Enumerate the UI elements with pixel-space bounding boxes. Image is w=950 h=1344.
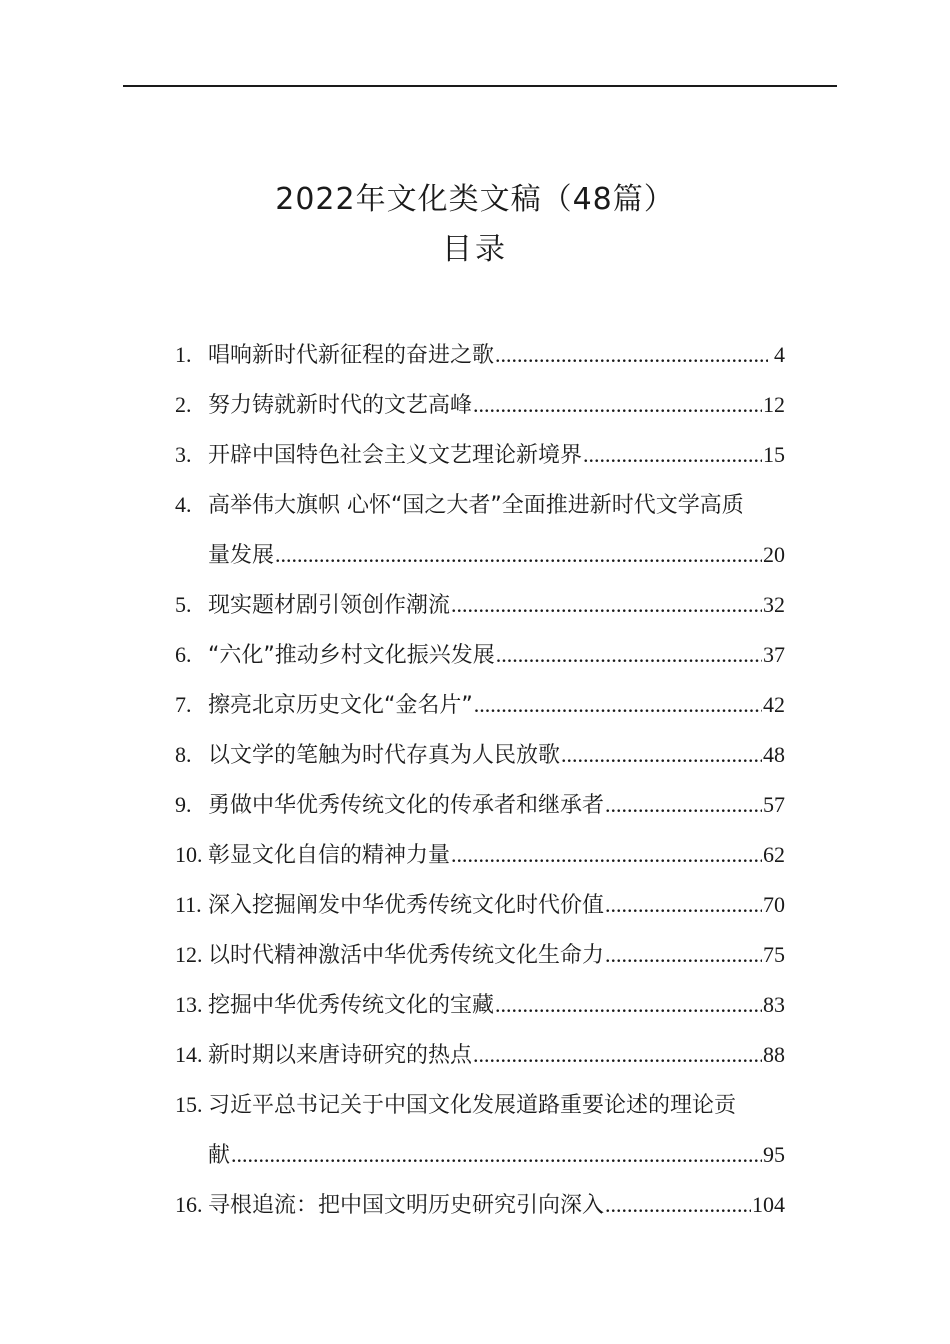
toc-entry-number: 4.: [175, 492, 192, 517]
toc-entry-number: 16.: [175, 1192, 203, 1217]
toc-entry-number: 13.: [175, 992, 203, 1017]
table-of-contents: [175, 330, 835, 1230]
toc-entry-title[interactable]: 唱响新时代新征程的奋进之歌: [208, 343, 495, 368]
toc-entry-title[interactable]: 以时代精神激活中华优秀传统文化生命力: [208, 943, 605, 968]
toc-entry-number: 5.: [175, 592, 192, 617]
toc-entry-title[interactable]: 努力铸就新时代的文艺高峰: [208, 393, 473, 418]
leader-dots: [474, 680, 762, 730]
leader-dots: [451, 580, 762, 630]
toc-entry-10[interactable]: [175, 830, 835, 880]
toc-entry-number: 6.: [175, 642, 192, 667]
toc-entry-title[interactable]: 新时期以来唐诗研究的热点: [208, 1043, 473, 1068]
toc-entry-number: 11.: [175, 892, 202, 917]
toc-entry-page: 95: [763, 1142, 785, 1167]
toc-entry-13[interactable]: [175, 980, 835, 1030]
toc-entry-page: 42: [763, 692, 785, 717]
toc-entry-title[interactable]: 以文学的笔触为时代存真为人民放歌: [208, 743, 561, 768]
toc-entry-7[interactable]: [175, 680, 835, 730]
toc-entry-page: 83: [763, 992, 785, 1017]
leader-dots: [231, 1130, 762, 1180]
leader-dots: [496, 630, 762, 680]
toc-entry-2[interactable]: [175, 380, 835, 430]
toc-entry-number: 9.: [175, 792, 192, 817]
leader-dots: [605, 1180, 751, 1230]
toc-entry-title[interactable]: 勇做中华优秀传统文化的传承者和继承者: [208, 793, 605, 818]
toc-entry-number: 2.: [175, 392, 192, 417]
leader-dots: [605, 780, 762, 830]
header-rule: [123, 85, 837, 87]
toc-entry-number: 7.: [175, 692, 192, 717]
leader-dots: [473, 1030, 762, 1080]
toc-entry-3[interactable]: [175, 430, 835, 480]
toc-entry-page: 12: [763, 392, 785, 417]
toc-entry-page: 75: [763, 942, 785, 967]
toc-entry-page: 37: [763, 642, 785, 667]
leader-dots: [561, 730, 762, 780]
toc-entry-number: 8.: [175, 742, 192, 767]
toc-entry-page: 62: [763, 842, 785, 867]
toc-heading: 目录: [442, 232, 508, 267]
toc-entry-16[interactable]: [175, 1180, 835, 1230]
toc-entry-9[interactable]: [175, 780, 835, 830]
toc-entry-number: 1.: [175, 342, 192, 367]
toc-entry-14[interactable]: [175, 1030, 835, 1080]
toc-entry-title[interactable]: 寻根追流：把中国文明历史研究引向深入: [208, 1193, 605, 1218]
toc-entry-title[interactable]: 习近平总书记关于中国文化发展道路重要论述的理论贡: [208, 1093, 737, 1118]
toc-entry-page: 104: [752, 1192, 785, 1217]
toc-entry-4[interactable]: [175, 480, 835, 580]
toc-entry-title[interactable]: 高举伟大旗帜 心怀“国之大者”全面推进新时代文学高质: [208, 493, 744, 518]
toc-entry-page: 48: [763, 742, 785, 767]
document-title: 2022年文化类文稿（48篇）: [275, 182, 675, 217]
toc-entry-page: 70: [763, 892, 785, 917]
toc-entry-page: 4: [774, 342, 785, 367]
toc-entry-number: 15.: [175, 1092, 203, 1117]
leader-dots: [451, 830, 762, 880]
toc-entry-11[interactable]: [175, 880, 835, 930]
toc-entry-title[interactable]: 现实题材剧引领创作潮流: [208, 593, 451, 618]
leader-dots: [275, 530, 762, 580]
toc-entry-5[interactable]: [175, 580, 835, 630]
leader-dots: [605, 930, 762, 980]
toc-entry-1[interactable]: [175, 330, 835, 380]
toc-entry-title-continued[interactable]: 献: [208, 1143, 231, 1168]
toc-entry-6[interactable]: [175, 630, 835, 680]
toc-entry-15[interactable]: [175, 1080, 835, 1180]
leader-dots: [495, 980, 762, 1030]
toc-entry-page: 20: [763, 542, 785, 567]
toc-entry-page: 57: [763, 792, 785, 817]
toc-entry-title[interactable]: 挖掘中华优秀传统文化的宝藏: [208, 993, 495, 1018]
toc-entry-title[interactable]: 擦亮北京历史文化“金名片”: [208, 693, 473, 718]
toc-entry-page: 88: [763, 1042, 785, 1067]
leader-dots: [583, 430, 762, 480]
toc-entry-page: 15: [763, 442, 785, 467]
toc-entry-title[interactable]: 深入挖掘阐发中华优秀传统文化时代价值: [208, 893, 605, 918]
toc-entry-title-continued[interactable]: 量发展: [208, 543, 275, 568]
toc-entry-page: 32: [763, 592, 785, 617]
toc-entry-12[interactable]: [175, 930, 835, 980]
leader-dots: [495, 330, 768, 380]
toc-entry-8[interactable]: [175, 730, 835, 780]
toc-entry-title[interactable]: “六化”推动乡村文化振兴发展: [208, 643, 495, 668]
toc-entry-number: 3.: [175, 442, 192, 467]
toc-entry-title[interactable]: 彰显文化自信的精神力量: [208, 843, 451, 868]
toc-entry-number: 12.: [175, 942, 203, 967]
leader-dots: [605, 880, 762, 930]
toc-entry-title[interactable]: 开辟中国特色社会主义文艺理论新境界: [208, 443, 583, 468]
toc-entry-number: 10.: [175, 842, 203, 867]
toc-entry-number: 14.: [175, 1042, 203, 1067]
leader-dots: [473, 380, 762, 430]
